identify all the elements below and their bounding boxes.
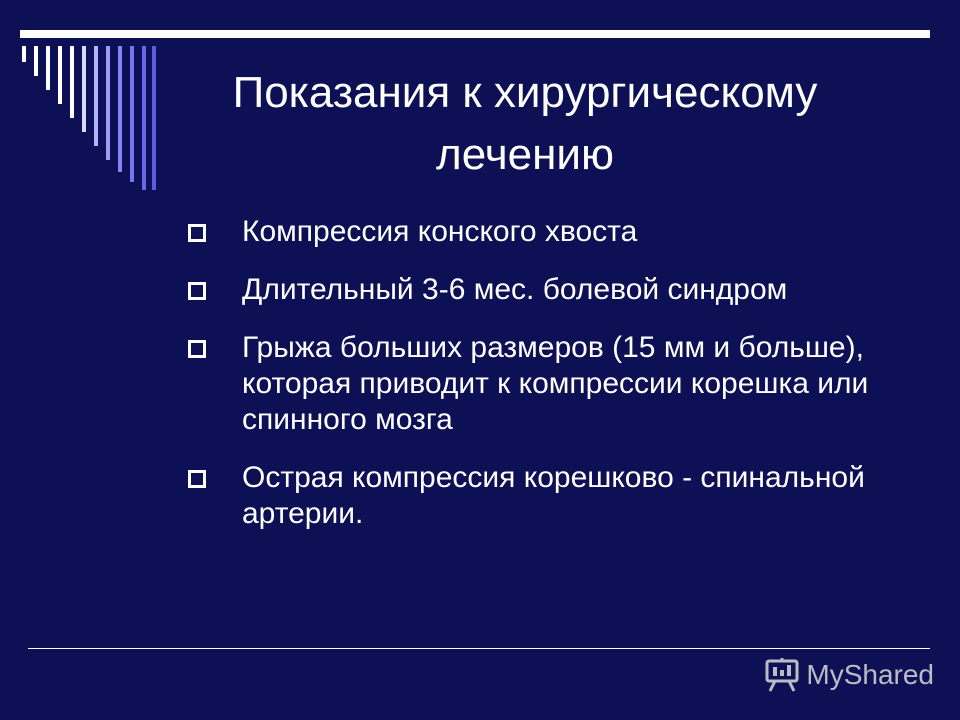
stripe-11	[142, 46, 146, 190]
bullet-text: Грыжа больших размеров (15 мм и больше), которая приводит к компрессии корешка или спинного мозга	[242, 331, 869, 436]
stripe-2	[34, 46, 38, 76]
stripe-8	[106, 46, 110, 160]
watermark	[764, 657, 934, 693]
slide-title: Показания к хирургическому лечению	[232, 68, 818, 179]
list-item	[188, 272, 888, 308]
stripe-4	[58, 46, 62, 104]
stripe-6	[82, 46, 86, 132]
square-bullet-icon	[188, 224, 206, 242]
square-bullet-icon	[188, 282, 206, 300]
list-item	[188, 460, 888, 532]
stripe-5	[70, 46, 74, 118]
stripe-7	[94, 46, 98, 146]
square-bullet-icon	[188, 340, 206, 358]
stripe-1	[22, 46, 26, 62]
bullet-text: Компрессия конского хвоста	[242, 215, 638, 248]
stripe-9	[118, 46, 122, 172]
stripe-12	[152, 46, 156, 190]
square-bullet-icon	[188, 470, 206, 488]
list-item	[188, 214, 888, 250]
watermark-text: MyShared	[806, 659, 934, 690]
bullet-list	[188, 214, 888, 554]
stripe-10	[130, 46, 134, 182]
presentation-screen-icon	[764, 658, 800, 692]
bullet-text: Длительный 3-6 мес. болевой синдром	[242, 273, 788, 306]
bottom-divider	[28, 648, 930, 649]
bullet-text: Острая компрессия корешково - спинальной артерии.	[242, 461, 865, 530]
list-item	[188, 330, 888, 438]
stripe-3	[46, 46, 50, 90]
